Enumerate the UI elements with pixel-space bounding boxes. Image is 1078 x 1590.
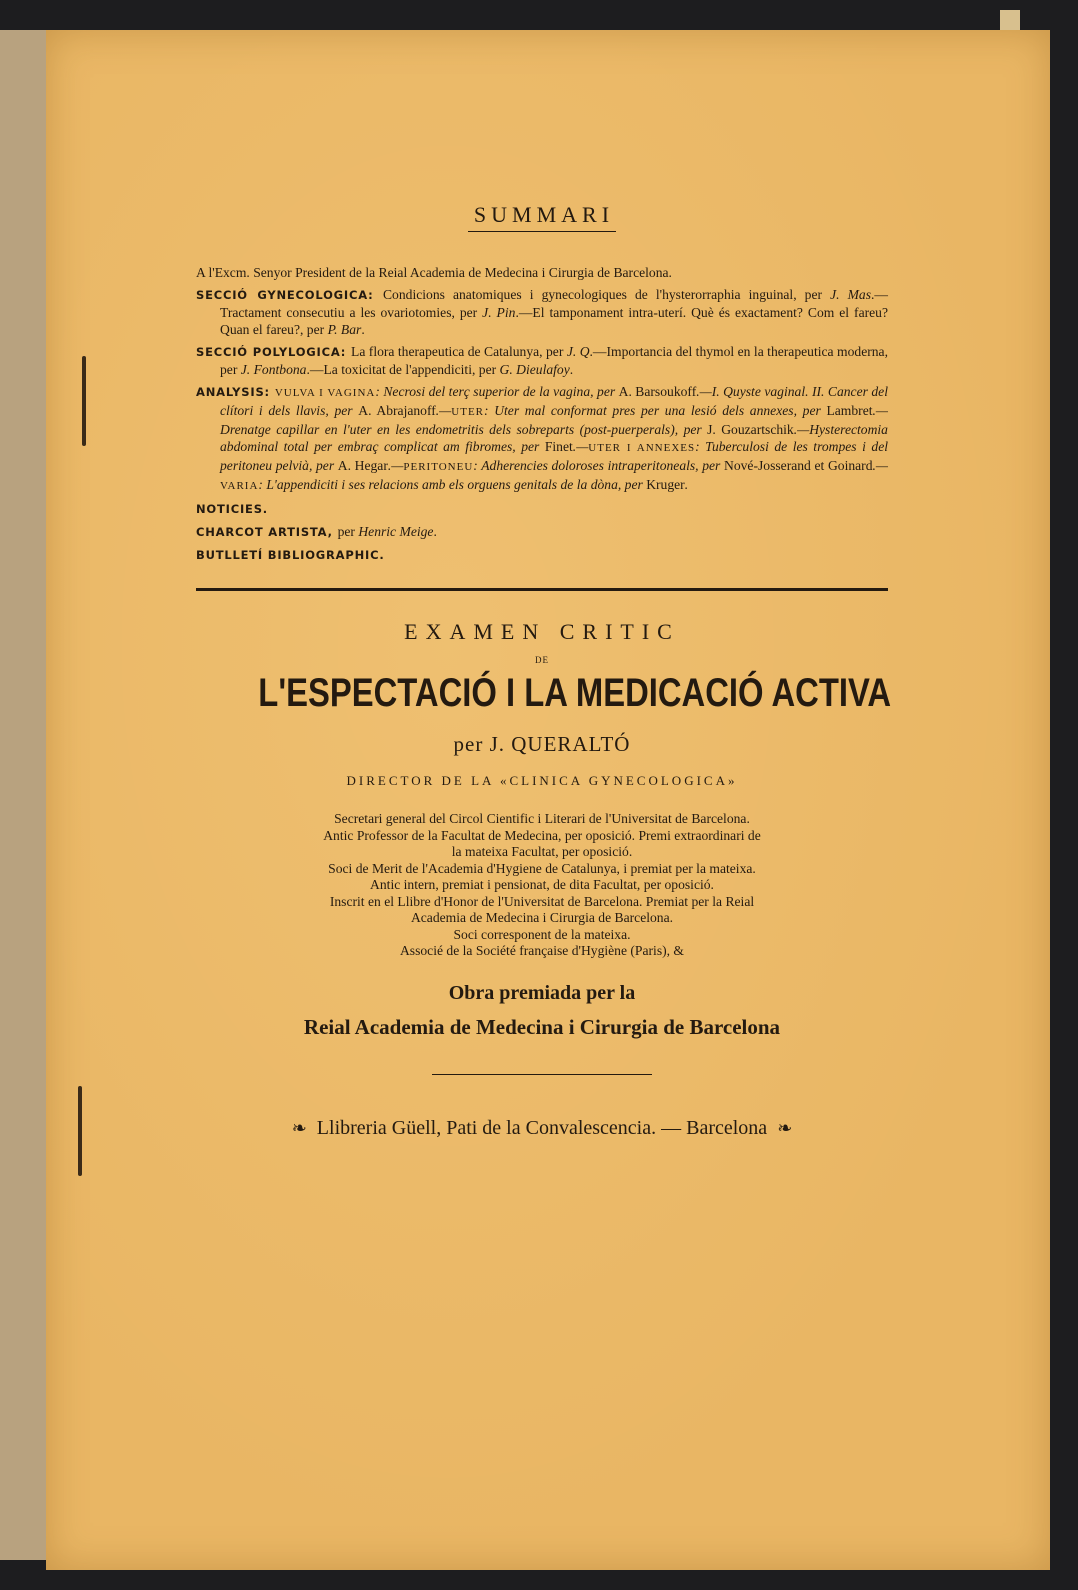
author-name: .—Hysterectomia abdominal total per embraç complicat am fibromes, per: [220, 422, 888, 454]
summary-entry: [196, 264, 888, 281]
summary-entry: [196, 500, 888, 518]
entry-text: .—Tractament consecutiu a les ovariotomies, per: [220, 287, 888, 320]
fleuron-right-icon: ❧: [777, 1117, 793, 1138]
examen-heading: EXAMEN CRITIC: [404, 619, 680, 644]
entry-text: .: [569, 362, 574, 377]
entry-text: .—La toxicitat de l'appendiciti, per: [306, 362, 500, 377]
staple-bottom: [78, 1086, 82, 1176]
author-credits: [196, 811, 888, 960]
summary-entry: [196, 546, 888, 564]
author-name: : Necrosi del terç superior de la vagina, per: [375, 384, 619, 399]
credit-line: Associé de la Société française d'Hygiène (Paris), &: [399, 943, 685, 958]
author-name: J. Pin: [482, 305, 516, 320]
entry-text: .—Importancia del thymol en la therapeutica moderna, per: [220, 344, 888, 377]
author-name: .: [684, 477, 689, 492]
author-name: : Adherencies doloroses intraperitoneals, per: [473, 458, 725, 473]
author-name: Henric Meige: [358, 524, 434, 539]
section-label: BUTLLETÍ BIBLIOGRAPHIC.: [196, 548, 385, 562]
author-name: J. Fontbona: [240, 362, 307, 377]
entry-text: Kruger: [646, 477, 685, 492]
entry-text: A. Barsoukoff: [618, 384, 697, 399]
author-name: : Uter mal conformat pres per una lesió dels annexes, per: [484, 403, 827, 418]
subsection-label: VARIA: [220, 480, 259, 492]
summary-entry: [196, 523, 888, 541]
publisher-text: Llibreria Güell, Pati de la Convalescencia. — Barcelona: [316, 1116, 768, 1139]
publisher-line: [196, 1117, 888, 1140]
entry-text: Lambret: [826, 403, 873, 418]
author-name: .—: [387, 458, 404, 473]
award-line-1: Obra premiada per la: [448, 981, 636, 1004]
entry-text: J. Gouzartschik: [707, 422, 794, 437]
credit-line: Soci de Merit de l'Academia d'Hygiene de Catalunya, i premiat per la mateixa.: [328, 860, 756, 876]
summary-entry: [196, 383, 888, 495]
credit-line: Soci corresponent de la mateixa.: [453, 926, 631, 942]
award-line-2: Reial Academia de Medecina i Cirurgia de Barcelona: [303, 1014, 781, 1039]
summary-title: SUMMARI: [196, 202, 888, 232]
credit-line: Antic intern, premiat i pensionat, de dita Facultat, per oposició.: [370, 877, 714, 892]
subsection-label: PERITONEU: [403, 461, 474, 473]
de-word: DE: [535, 655, 549, 665]
director-line: DIRECTOR DE LA «CLINICA GYNECOLOGICA»: [346, 773, 738, 788]
author-name: .—I. Quyste vaginal. II. Cancer del clítori i dels llavis, per: [220, 384, 888, 418]
entry-text: .: [361, 322, 365, 337]
credit-line: Antic Professor de la Facultat de Medecina, per oposició. Premi extraordinari de: [323, 827, 761, 843]
author-name: .—: [435, 403, 452, 418]
award-block: [196, 976, 888, 1044]
author-name: G. Dieulafoy: [499, 362, 570, 377]
page-content: [196, 180, 892, 1140]
section-label: ANALYSIS:: [196, 385, 275, 399]
short-rule: [432, 1074, 652, 1075]
author-name: J. Q: [566, 344, 590, 359]
entry-text: per: [337, 524, 359, 539]
entry-text: Condicions anatomiques i gynecologiques de l'hysterorraphia inguinal, per: [382, 287, 831, 302]
credit-line: Secretari general del Circol Cientific i Literari de l'Universitat de Barcelona.: [334, 811, 750, 826]
entry-text: A. Abrajanoff: [358, 403, 436, 418]
author-name: : Tuberculosi de les trompes i del peritoneu pelvià, per: [220, 439, 888, 473]
author-name: .—: [872, 458, 888, 473]
section-label: SECCIÓ GYNECOLOGICA:: [196, 288, 383, 302]
entry-text: La flora therapeutica de Catalunya, per: [351, 344, 567, 359]
author-name: .—: [572, 439, 589, 454]
entry-text: Finet: [544, 439, 573, 454]
book-title: L'ESPECTACIÓ I LA MEDICACIÓ ACTIVA: [258, 671, 892, 715]
subsection-label: VULVA I VAGINA: [274, 387, 376, 399]
author-name: P. Bar: [327, 322, 362, 337]
author-name: J. Mas: [830, 287, 871, 302]
credit-line: Inscrit en el Llibre d'Honor de l'Universitat de Barcelona. Premiat per la Reial: [329, 893, 755, 909]
entry-text: A l'Excm. Senyor President de la Reial Academia de Medecina i Cirurgia de Barcelona.: [196, 265, 672, 280]
subsection-label: UTER: [451, 406, 485, 418]
entry-text: .—El tamponament intra-uterí. Què és exactament? Com el fareu? Quan el fareu?, per: [220, 305, 888, 337]
summary-entry: [196, 286, 888, 338]
document-page: [46, 30, 1050, 1570]
author-name: : L'appendiciti i ses relacions amb els orguens genitals de la dòna, per: [258, 477, 647, 492]
fleuron-left-icon: ❧: [291, 1117, 307, 1138]
section-label: NOTICIES.: [196, 502, 268, 516]
credit-line: Academia de Medecina i Cirurgia de Barcelona.: [410, 910, 674, 925]
staple-top: [82, 356, 86, 446]
section-divider: [196, 588, 888, 591]
summary-entry: [196, 343, 888, 378]
section-label: SECCIÓ POLYLOGICA:: [196, 345, 352, 359]
section-label: CHARCOT ARTISTA,: [196, 525, 338, 539]
author-line: per J. QUERALTÓ: [453, 732, 631, 756]
entry-text: .: [433, 524, 437, 539]
credit-line: la mateixa Facultat, per oposició.: [451, 844, 633, 859]
author-name: .—Drenatge capillar en l'uter en les endometritis dels sobreparts (post-puerperals), per: [220, 403, 888, 437]
summary-entries: [196, 264, 888, 564]
entry-text: A. Hegar: [337, 458, 388, 473]
entry-text: Nové-Josserand et Goinard: [724, 458, 873, 473]
subsection-label: UTER I ANNEXES: [588, 442, 696, 454]
